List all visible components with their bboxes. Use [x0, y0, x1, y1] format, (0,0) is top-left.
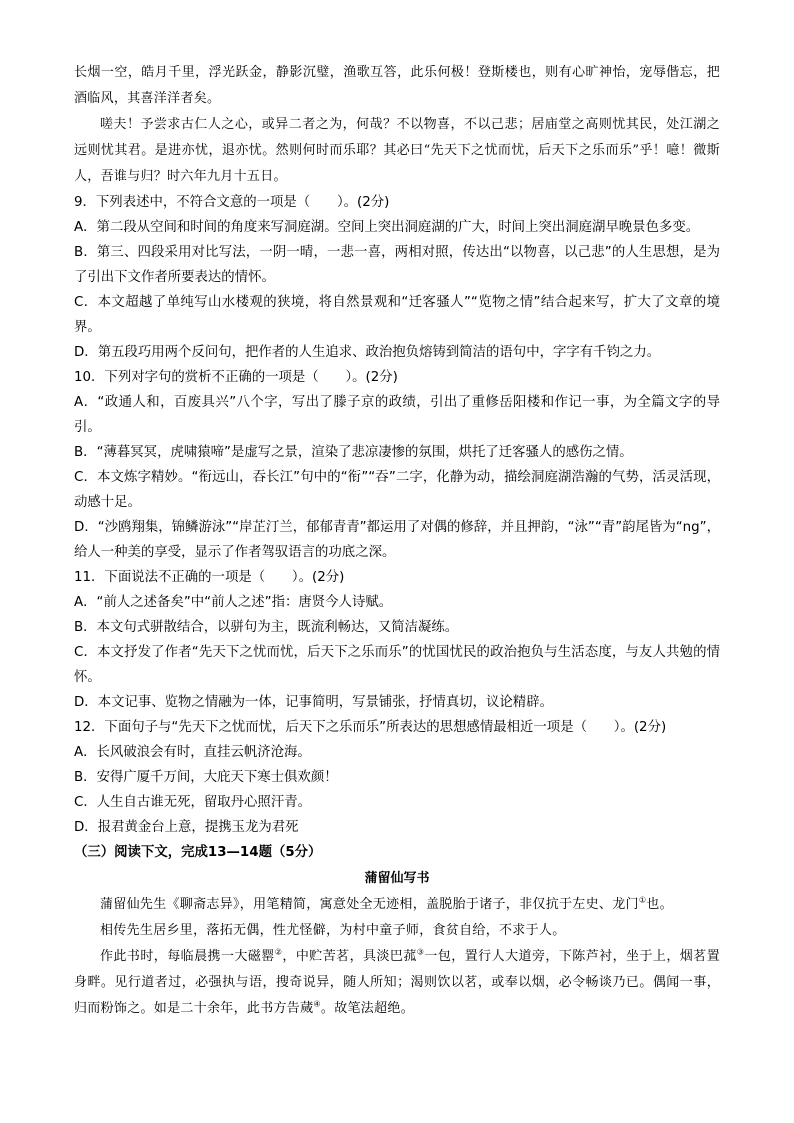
- question-12: [74, 715, 720, 840]
- option-a: A．“前人之述备矣”中“前人之述”指：唐贤今人诗赋。: [74, 595, 393, 610]
- reading-paragraph-3: [74, 944, 720, 1022]
- option-c: C．本文抒发了作者“先天下之忧而忧，后天下之乐而乐”的忧国忧民的政治抱负与生活态度，与友人共勉的情怀。: [74, 645, 720, 685]
- question-10: [74, 365, 720, 565]
- text-run: ，中贮苦茗，具淡巴菰: [282, 949, 417, 964]
- passage-paragraph-2: 嗟夫！予尝求古仁人之心，或异二者之为，何哉？不以物喜，不以己悲；居庙堂之高则忧其民，处江湖之远则忧其君。是进亦忧，退亦忧。然则何时而乐耶？其必曰“先天下之忧而忧，后天下之乐而乐”乎！噫！微斯人，吾谁与归？时六年九月十五日。: [74, 117, 720, 184]
- option-d: D．报君黄金台上意，提携玉龙为君死: [74, 820, 299, 835]
- option-b: B．本文句式骈散结合，以骈句为主，既流利畅达，又简洁凝练。: [74, 620, 459, 635]
- text-run: 作此书时，每临晨携一大磁罂: [100, 949, 275, 964]
- text-run: 一包，置行人大道旁，下陈芦衬，坐于上，烟茗置身畔。见行道者过，必强执与语，搜奇说异，随人所知；渴则饮以茗，或奉以烟，必令畅谈乃已。偶闻一事，归而粉饰之。如是二十余年，此书方告蒇: [74, 949, 720, 1016]
- option-b: B．安得广厦千万间，大庇天下寒士俱欢颜！: [74, 770, 338, 785]
- reading-paragraph-2: 相传先生居乡里，落拓无偶，性尤怪僻，为村中童子师，食贫自给，不求于人。: [100, 923, 566, 938]
- footnote-marker: ①: [638, 895, 647, 905]
- footnote-marker: ②: [274, 947, 283, 957]
- reading-paragraph-1: [74, 892, 720, 918]
- footnote-marker: ③: [416, 947, 425, 957]
- section-heading: （三）阅读下文，完成13—14题（5分）: [74, 845, 322, 860]
- option-c: C．本文超越了单纯写山水楼观的狭境，将自然景观和“迁客骚人”“览物之情”结合起来写，扩大了文章的境界。: [74, 295, 720, 335]
- option-c: C．本文炼字精妙。“衔远山，吞长江”句中的“衔”“吞”二字，化静为动，描绘洞庭湖浩瀚的气势，活灵活现，动感十足。: [74, 470, 720, 510]
- question-stem: 10．下列对字句的赏析不正确的一项是（ ）。(2分): [74, 370, 398, 385]
- option-c: C．人生自古谁无死，留取丹心照汗青。: [74, 795, 311, 810]
- text-run: 蒲留仙先生《聊斋志异》，用笔精简，寓意处全无迹相，盖脱胎于诸子，非仅抗于左史、龙门: [100, 897, 639, 912]
- option-a: A．“政通人和，百废具兴”八个字，写出了滕子京的政绩，引出了重修岳阳楼和作记一事，为全篇文字的导引。: [74, 395, 720, 435]
- question-9: [74, 190, 720, 365]
- option-d: D．“沙鸥翔集，锦鳞游泳”“岸芷汀兰，郁郁青青”都运用了对偶的修辞，并且押韵，“泳”“青”韵尾皆为“ng”，给人一种美的享受，显示了作者驾驭语言的功底之深。: [74, 520, 720, 560]
- question-stem: 12．下面句子与“先天下之忧而忧，后天下之乐而乐”所表达的思想感情最相近一项是（ ）。(2分): [74, 720, 667, 735]
- option-d: D．第五段巧用两个反问句，把作者的人生追求、政治抱负熔铸到简洁的语句中，字字有千钧之力。: [74, 345, 661, 360]
- option-a: A．第二段从空间和时间的角度来写洞庭湖。空间上突出洞庭湖的广大，时间上突出洞庭湖早晚景色多变。: [74, 220, 700, 235]
- text-run: 也。: [646, 897, 673, 912]
- option-b: B．“薄暮冥冥，虎啸猿啼”是虚写之景，渲染了悲凉凄惨的氛围，烘托了迁客骚人的感伤之情。: [74, 445, 633, 460]
- option-b: B．第三、四段采用对比写法，一阴一晴，一悲一喜，两相对照，传达出“以物喜，以己悲”的人生思想，是为了引出下文作者所要表达的情怀。: [74, 245, 720, 285]
- text-run: 。故笔法超绝。: [320, 1001, 414, 1016]
- footnote-marker: ④: [313, 999, 321, 1009]
- passage-paragraph-1: 长烟一空，皓月千里，浮光跃金，静影沉璧，渔歌互答，此乐何极！登斯楼也，则有心旷神怡，宠辱偕忘，把酒临风，其喜洋洋者矣。: [74, 65, 720, 106]
- question-stem: 11．下面说法不正确的一项是（ ）。(2分): [74, 570, 345, 585]
- option-a: A．长风破浪会有时，直挂云帆济沧海。: [74, 745, 311, 760]
- passage-title: 蒲留仙写书: [364, 871, 430, 886]
- question-11: [74, 565, 720, 715]
- option-d: D．本文记事、览物之情融为一体，记事简明，写景铺张，抒情真切，议论精辟。: [74, 695, 553, 710]
- question-stem: 9．下列表述中，不符合文意的一项是（ ）。(2分): [74, 195, 390, 210]
